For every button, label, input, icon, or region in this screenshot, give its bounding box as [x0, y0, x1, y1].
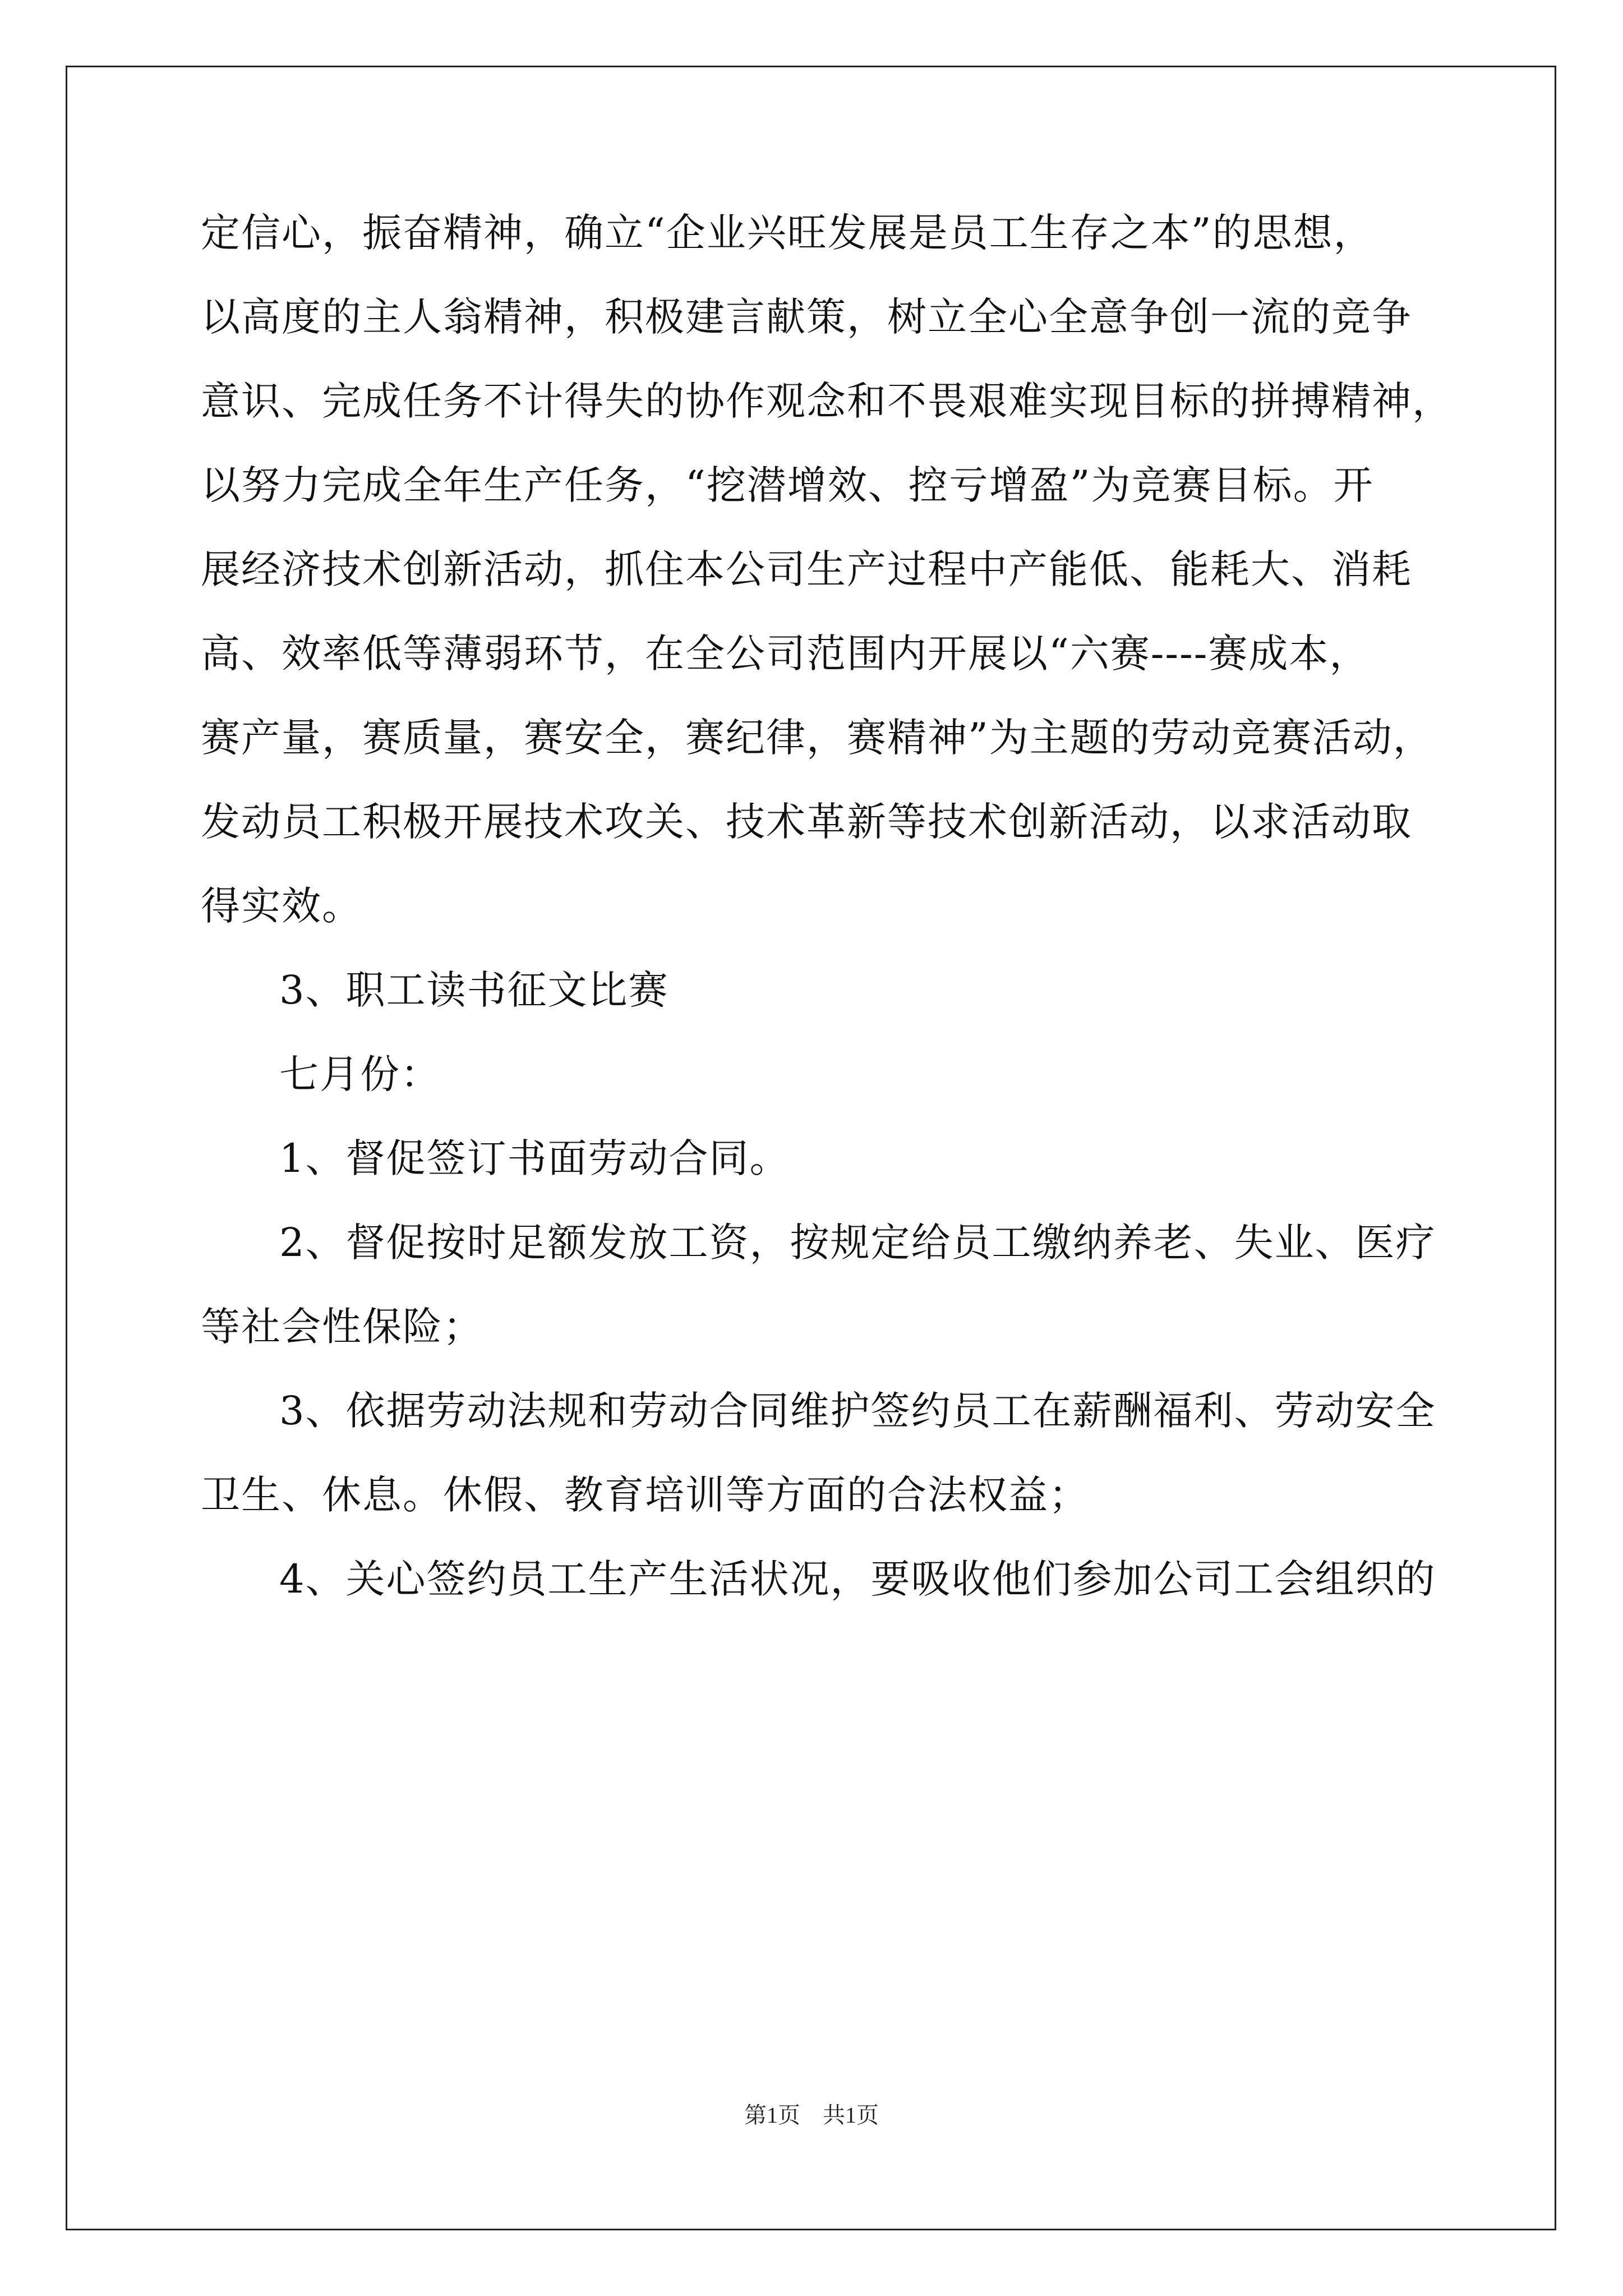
list-item: 1、督促签订书面劳动合同。 — [279, 1135, 790, 1181]
list-item: 4、关心签约员工生产生活状况，要吸收他们参加公司工会组织的 — [279, 1556, 1436, 1602]
text-line: 定信心，振奋精神，确立“企业兴旺发展是员工生存之本”的思想， — [201, 210, 1374, 256]
text-line: 卫生、休息。休假、教育培训等方面的合法权益； — [201, 1472, 1089, 1518]
text-line: 意识、完成任务不计得失的协作观念和不畏艰难实现目标的拼搏精神， — [201, 378, 1453, 424]
text-line: 得实效。 — [201, 883, 362, 929]
list-item: 2、督促按时足额发放工资，按规定给员工缴纳养老、失业、医疗 — [279, 1220, 1436, 1266]
text-line: 发动员工积极开展技术攻关、技术革新等技术创新活动，以求活动取 — [201, 799, 1412, 845]
section-heading: 3、职工读书征文比赛 — [279, 967, 669, 1013]
page-number-footer: 第1页 共1页 — [744, 2102, 879, 2128]
text-line: 等社会性保险； — [201, 1304, 483, 1350]
text-line: 展经济技术创新活动，抓住本公司生产过程中产能低、能耗大、消耗 — [201, 546, 1412, 592]
text-line: 赛产量，赛质量，赛安全，赛纪律，赛精神”为主题的劳动竞赛活动， — [201, 715, 1433, 761]
text-line: 以努力完成全年生产任务，“挖潜增效、控亏增盈”为竞赛目标。开 — [201, 462, 1374, 508]
text-line: 高、效率低等薄弱环节，在全公司范围内开展以“六赛----赛成本， — [201, 631, 1370, 677]
list-item: 3、依据劳动法规和劳动合同维护签约员工在薪酬福利、劳动安全 — [279, 1388, 1436, 1434]
month-heading: 七月份： — [279, 1051, 441, 1097]
text-line: 以高度的主人翁精神，积极建言献策，树立全心全意争创一流的竞争 — [201, 294, 1412, 340]
